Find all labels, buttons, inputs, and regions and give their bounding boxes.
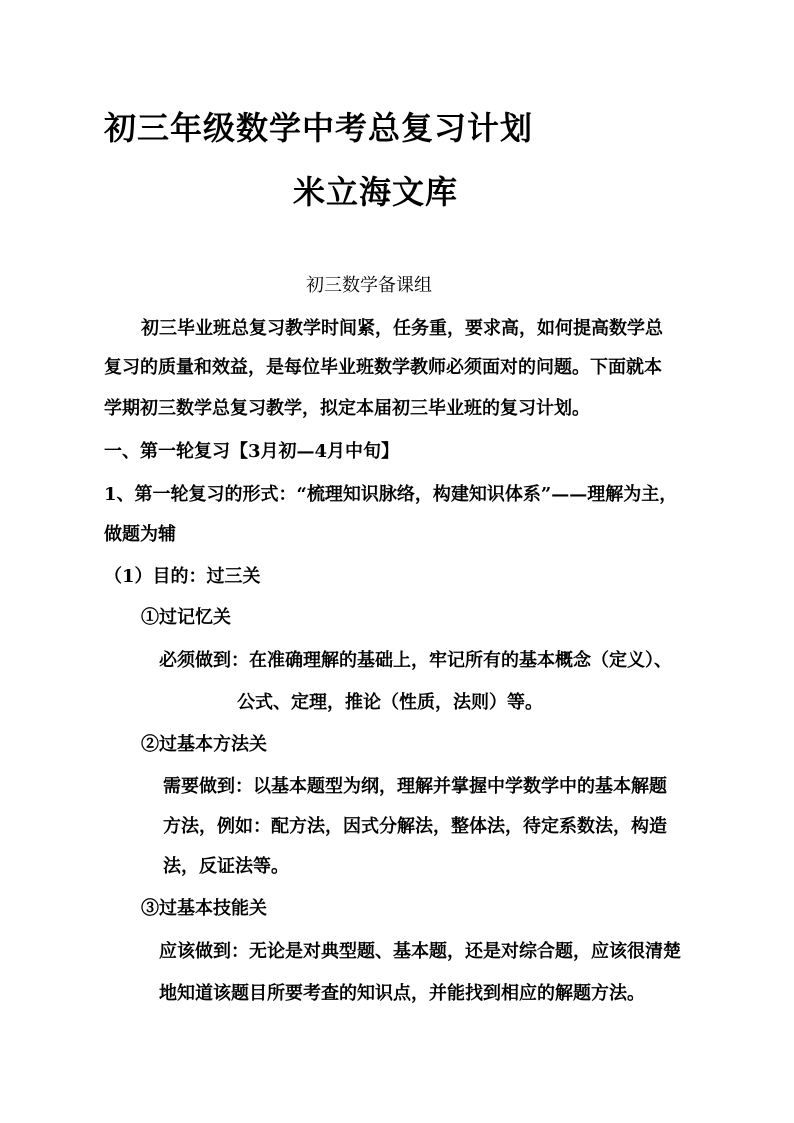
doc-subtitle: 米立海文库	[293, 173, 459, 211]
pass2-line-3: 法，反证法等。	[163, 856, 289, 877]
group-name: 初三数学备课组	[306, 275, 432, 296]
intro-line-2: 复习的质量和效益，是每位毕业班数学教师必须面对的问题。下面就本	[104, 357, 662, 378]
pass1-line-2: 公式、定理，推论（性质，法则）等。	[237, 692, 543, 713]
section-heading-1: 一、第一轮复习【3月初—4月中旬】	[104, 441, 400, 462]
doc-title: 初三年级数学中考总复习计划	[104, 109, 534, 147]
intro-line-1: 初三毕业班总复习教学时间紧，任务重，要求高，如何提高数学总	[141, 318, 663, 339]
pass2-line-2: 方法，例如：配方法，因式分解法，整体法，待定系数法，构造	[163, 816, 667, 837]
pass3-line-2: 地知道该题目所要考查的知识点，并能找到相应的解题方法。	[159, 983, 645, 1004]
pass3-heading: ③过基本技能关	[141, 898, 267, 919]
pass1-heading: ①过记忆关	[141, 607, 231, 628]
pass2-heading: ②过基本方法关	[141, 734, 267, 755]
item1-line-2: 做题为辅	[104, 524, 176, 545]
pass2-line-1: 需要做到：以基本题型为纲，理解并掌握中学数学中的基本解题	[163, 776, 667, 797]
goal-line: （1）目的：过三关	[104, 566, 261, 587]
intro-line-3: 学期初三数学总复习教学，拟定本届初三毕业班的复习计划。	[104, 398, 590, 419]
item1-line-1: 1、第一轮复习的形式：“梳理知识脉络，构建知识体系”——理解为主，	[104, 484, 678, 505]
pass3-line-1: 应该做到：无论是对典型题、基本题，还是对综合题，应该很清楚	[159, 941, 681, 962]
pass1-line-1: 必须做到：在准确理解的基础上，牢记所有的基本概念（定义）、	[159, 650, 672, 671]
